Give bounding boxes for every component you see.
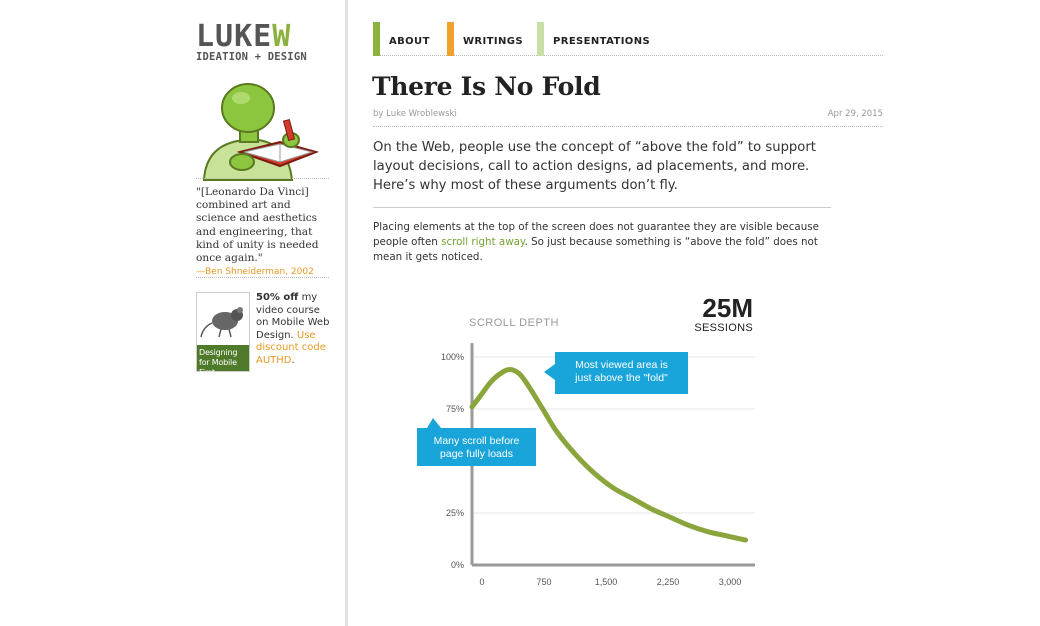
callout-pointer <box>427 418 441 428</box>
nav-writings-color-bar <box>447 22 454 56</box>
sidebar-rule <box>196 277 329 278</box>
chart-big-label: SESSIONS <box>694 322 753 334</box>
callout-text: Many scroll before <box>433 435 520 447</box>
article-title: There Is No Fold <box>372 72 601 101</box>
course-promo <box>196 292 331 377</box>
article-date: Apr 29, 2015 <box>827 109 883 119</box>
promo-discount: 50% off <box>256 292 299 303</box>
nav-about[interactable]: ABOUT <box>373 22 430 56</box>
callout-text: just above the "fold" <box>575 372 668 384</box>
book-title: Designing for Mobile First <box>197 345 249 371</box>
article-paragraph: Placing elements at the top of the screen does not guarantee they are visible because people often scroll right away. So just because something is “above the fold” does not mean it gets noticed. <box>373 221 819 264</box>
x-tick-label: 1,500 <box>594 577 618 587</box>
mascot-reading-icon <box>196 80 320 180</box>
quote-citation[interactable]: —Ben Shneiderman, 2002 <box>196 267 314 278</box>
lead-rule <box>373 207 831 208</box>
chart-callout <box>417 418 536 466</box>
callout-text: Most viewed area is <box>575 359 668 371</box>
x-tick-label: 0 <box>479 577 485 587</box>
callout-text: page fully loads <box>440 448 513 460</box>
article-byline[interactable]: by Luke Wroblewski <box>373 109 457 119</box>
promo-code-link[interactable]: Use discount code AUTHD <box>256 329 326 366</box>
nav-writings[interactable]: WRITINGS <box>447 22 523 56</box>
x-tick-label: 3,000 <box>718 577 742 587</box>
sidebar-rule <box>196 178 329 179</box>
sidebar-quote <box>196 186 331 279</box>
x-tick-label: 750 <box>536 577 552 587</box>
site-logo[interactable] <box>196 19 320 63</box>
article-lead: On the Web, people use the concept of “above the fold” to support layout decisions, call to action designs, ad placements, and more. Here’s why most of these arguments don’t fly. <box>373 140 816 194</box>
logo-wordmark: LUKEW <box>196 19 292 54</box>
y-tick-label: 100% <box>440 352 464 362</box>
callout-pointer <box>544 364 555 380</box>
rat-illustration-icon <box>197 293 249 345</box>
main-nav <box>373 22 883 56</box>
x-tick-label: 2,250 <box>656 577 680 587</box>
y-tick-label: 0% <box>450 560 464 570</box>
promo-text: 50% off my video course on Mobile Web Design. Use discount code AUTHD. <box>256 292 330 366</box>
column-divider <box>345 0 348 626</box>
nav-presentations-color-bar <box>537 22 544 56</box>
chart-svg <box>420 290 780 600</box>
chart-callout <box>544 352 688 394</box>
quote-text: "[Leonardo Da Vinci] combined art and science and aesthetics and engineering, that kind of unity is needed once again." <box>196 186 319 265</box>
promo-body: my video course on Mobile Web Design. <box>256 292 330 341</box>
nav-presentations[interactable]: PRESENTATIONS <box>537 22 650 56</box>
logo-tagline: IDEATION + DESIGN <box>196 51 307 63</box>
y-tick-label: 25% <box>445 508 464 518</box>
scroll-right-away-link[interactable]: scroll right away <box>441 236 525 249</box>
callout-box <box>417 428 536 466</box>
meta-rule <box>373 126 883 127</box>
nav-about-color-bar <box>373 22 380 56</box>
chart-big-number: 25M <box>702 293 753 323</box>
chart-title: SCROLL DEPTH <box>469 317 559 329</box>
scroll-depth-chart <box>420 290 780 600</box>
book-cover[interactable] <box>196 292 250 377</box>
y-tick-label: 75% <box>445 404 464 414</box>
sidebar <box>196 19 331 377</box>
